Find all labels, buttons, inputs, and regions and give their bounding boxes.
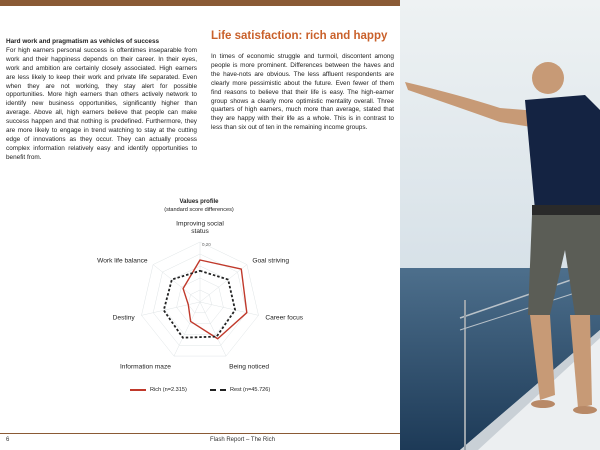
left-column xyxy=(6,38,197,163)
axis-label-line: Information maze xyxy=(119,363,171,371)
legend-rest-swatch xyxy=(210,389,226,391)
chart-subtitle: (standard score differences) xyxy=(164,207,234,213)
axis-label xyxy=(176,221,224,236)
grid-spoke xyxy=(200,302,226,356)
radar-chart xyxy=(60,215,350,385)
axis-label xyxy=(113,314,136,321)
axis-label xyxy=(265,314,303,321)
page-number: 6 xyxy=(6,437,10,443)
legend-rest-label: Rest (n=45.726) xyxy=(230,387,271,393)
left-body: For high earners personal success is oftentimes inseparable from work and their happiness depends on their career. In their eyes, work and ambition are certainly closely associated. High earners are less likely to keep their work and private life separated. Even when they are not working, they stay alert for possible opportunities. More high earners than others actively network to identify new business opportunities, significantly higher than average. Above all, high earners believe that people can make success happen and that nothing is predefined. Furthermore, they are more likely to engage in trend watching to stay at the cutting edge of innovations as they occur. They can actually process complex information relatively easy and identify opportunities to benefit from. xyxy=(6,46,197,161)
axis-label-line: Work life balance xyxy=(97,257,148,265)
footer-title: Flash Report – The Rich xyxy=(210,437,275,443)
legend-rich xyxy=(130,387,187,393)
axis-label-line: Goal striving xyxy=(252,257,290,265)
top-rule xyxy=(0,0,400,6)
radar-grid xyxy=(142,242,259,356)
left-heading: Hard work and pragmatism as vehicles of success xyxy=(6,38,160,45)
right-column xyxy=(211,30,394,133)
axis-label-line: Career focus xyxy=(265,314,304,322)
axis-label xyxy=(97,258,148,265)
axis-label-line: Being noticed xyxy=(229,363,270,371)
bottom-rule xyxy=(0,433,400,434)
legend-rich-label: Rich (n=2.315) xyxy=(150,387,187,393)
axis-label xyxy=(229,363,269,370)
chart-title: Values profile xyxy=(179,199,219,205)
axis-label-line: Improving social xyxy=(176,220,224,228)
tick-label: 0,20 xyxy=(202,242,211,247)
right-body: In times of economic struggle and turmoil, discontent among people is more prominent. Differences between the haves and the have-nots are obvious. The less affluent respondents are clearly more pessimistic about the future. Even fewer of them find reasons to believe that their life is easy. The high-earner group shows a clearly more optimistic mentality overall. Three quarters of high earners, much more than average, stated that they are happy with their life as a whole. This is in contrast to less than six out of ten in the remaining income groups. xyxy=(211,53,394,132)
axis-label xyxy=(252,258,289,265)
right-heading: Life satisfaction: rich and happy xyxy=(211,30,388,42)
radar-labels xyxy=(97,221,304,371)
axis-label xyxy=(120,363,171,370)
radar-series xyxy=(164,260,247,339)
legend-rest xyxy=(210,387,270,393)
axis-label-line: Destiny xyxy=(112,314,135,322)
legend-rich-swatch xyxy=(130,389,146,391)
axis-label-line: status xyxy=(191,228,209,235)
photo-man-on-sailboat xyxy=(400,0,600,450)
